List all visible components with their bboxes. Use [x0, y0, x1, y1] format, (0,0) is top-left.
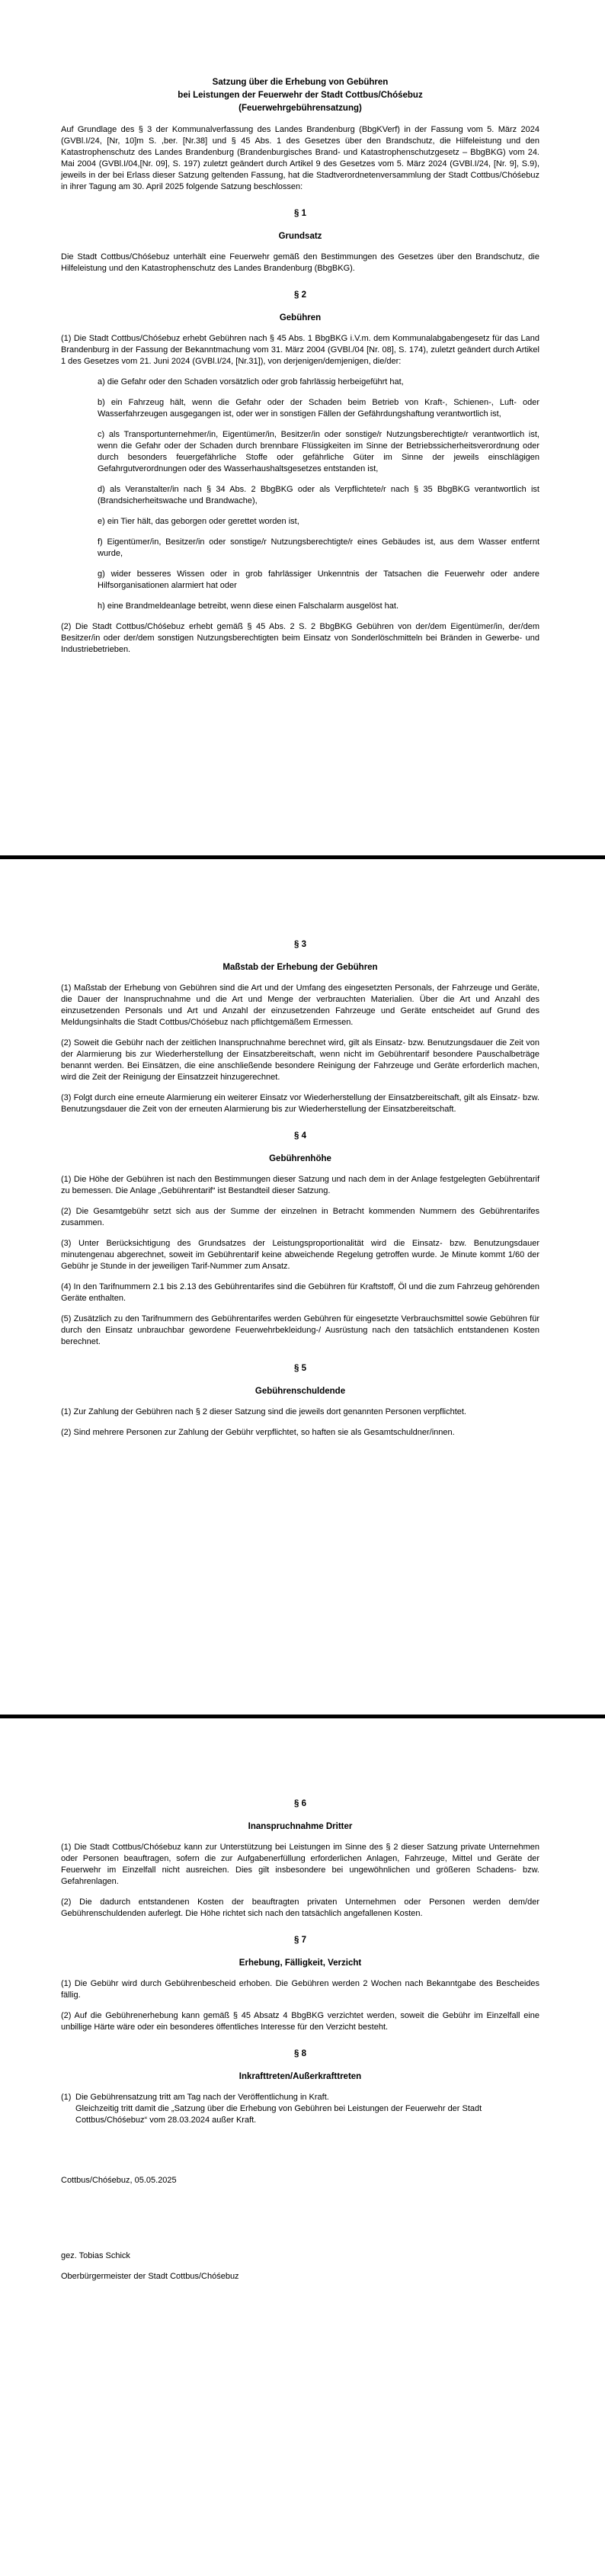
section-heading: Gebührenhöhe — [269, 1154, 331, 1163]
page-1-content — [61, 76, 539, 656]
section-heading: Maßstab der Erhebung der Gebühren — [222, 963, 378, 972]
paragraph: (2) Die dadurch entstandenen Kosten der beauftragten privaten Unternehmen oder Personen werden dem/der Gebührenschuldenden auferlegt. Die Höhe richtet sich nach den tatsächlich angefallenen Kosten. — [61, 1898, 539, 1918]
place-date-line: Cottbus/Chóśebuz, 05.05.2025 — [61, 2176, 177, 2185]
section-heading: Grundsatz — [278, 232, 322, 241]
section-number: § 3 — [294, 940, 306, 949]
list-item: b) ein Fahrzeug hält, wenn die Gefahr oder der Schaden beim Betrieb von Kraft-, Schienen-, Luft- oder Wasserfahrzeugen ausgegangen ist, oder wer in sonstigen Fällen der Gefährdungshaftung verantwortlich ist, — [98, 398, 539, 419]
paragraph-hanging — [61, 2092, 539, 2126]
section-number: § 7 — [294, 1936, 306, 1945]
signature-name: gez. Tobias Schick — [61, 2251, 130, 2260]
paragraph-text: Die Gebührensatzung tritt am Tag nach der Veröffentlichung in Kraft. Gleichzeitig tritt damit die „Satzung über die Erhebung von Gebühren bei Leistungen der Feuerwehr der Stadt Cottbus/Chóśebuz“ vom 28.03.2024 außer Kraft. — [75, 2093, 482, 2125]
list-item: a) die Gefahr oder den Schaden vorsätzlich oder grob fahrlässig herbeigeführt hat, — [98, 377, 404, 387]
paragraph: Die Stadt Cottbus/Chóśebuz unterhält eine Feuerwehr gemäß den Bestimmungen des Gesetzes über den Brandschutz, die Hilfeleistung und den Katastrophenschutz des Landes Brandenburg (BbgBKG). — [61, 252, 539, 273]
paragraph: (2) Soweit die Gebühr nach der zeitlichen Inanspruchnahme berechnet wird, gilt als Einsatz- bzw. Benutzungsdauer die Zeit von der Alarmierung bis zur Wiederherstellung der Einsatzbereitschaft, wenn nicht im Gebührentarif besondere Pauschalbeträge benannt werden. Bei Einsätzen, die eine anschließende besondere Reinigung der Fahrzeuge und Geräte erforderlich machen, wird die Zeit der Reinigung der Einsatzzeit hinzugerechnet. — [61, 1038, 539, 1082]
document-page-1 — [0, 0, 605, 855]
paragraph: (1) Die Gebühr wird durch Gebührenbescheid erhoben. Die Gebühren werden 2 Wochen nach Bekanntgabe des Bescheides fällig. — [61, 1979, 539, 2000]
paragraph: (1) Die Höhe der Gebühren ist nach den Bestimmungen dieser Satzung und nach dem in der Anlage festgelegten Gebührentarif zu bemessen. Die Anlage „Gebührentarif“ ist Bestandteil dieser Satzung. — [61, 1175, 539, 1195]
paragraph: (3) Unter Berücksichtigung des Grundsatzes der Leistungsproportionalität wird die Einsatz- bzw. Benutzungsdauer minutengenau abgerechnet, soweit im Gebührentarif keine abweichende Regelung getroffen wurde. Je Minute kommt 1/60 der Gebühr je Stunde in der jeweiligen Tarif-Nummer zum Ansatz. — [61, 1239, 539, 1271]
section-number: § 6 — [294, 1799, 306, 1808]
paragraph: (4) In den Tarifnummern 2.1 bis 2.13 des Gebührentarifes sind die Gebühren für Kraftstoff, Öl und die zum Fahrzeug gehörenden Geräte enthalten. — [61, 1282, 539, 1303]
section-number: § 5 — [294, 1364, 306, 1373]
paragraph: (2) Die Gesamtgebühr setzt sich aus der Summe der einzelnen in Betracht kommenden Nummern des Gebührentarifes zusammen. — [61, 1207, 539, 1227]
list-item: h) eine Brandmeldeanlage betreibt, wenn diese einen Falschalarm ausgelöst hat. — [98, 601, 399, 611]
paragraph: Auf Grundlage des § 3 der Kommunalverfassung des Landes Brandenburg (BbgKVerf) in der Fassung vom 5. März 2024 (GVBl.I/24, [Nr, 10]m S. ,ber. [Nr.38] und § 45 Abs. 1 des Gesetzes über den Brandschutz, die Hilfeleistung und den Katastrophenschutz des Landes Brandenburg (Brandenburgisches Brand- und Katastrophenschutzgesetz – BbgBKG) vom 24. Mai 2004 (GVBl.I/04,[Nr. 09], S. 197) zuletzt geändert durch Artikel 9 des Gesetzes vom 5. März 2024 (GVBl.I/24, [Nr. 9], S.9), jeweils in der bei Erlass dieser Satzung geltenden Fassung, hat die Stadtverordnetenversammlung der Stadt Cottbus/Chóśebuz in ihrer Tagung am 30. April 2025 folgende Satzung beschlossen: — [61, 125, 539, 191]
paragraph: (1) Die Stadt Cottbus/Chóśebuz kann zur Unterstützung bei Leistungen im Sinne des § 2 dieser Satzung private Unternehmen oder Personen beauftragen, sofern die zur Aufgabenerfüllung erforderlichen Anlagen, Fahrzeuge, Mittel und Geräte der Feuerwehr im Einzelfall nicht ausreichen. Dies gilt insbesondere bei ungewöhnlichen und größeren Schadens- bzw. Gefahrenlagen. — [61, 1843, 539, 1886]
section-heading: Inanspruchnahme Dritter — [248, 1822, 353, 1831]
signer-title: Oberbürgermeister der Stadt Cottbus/Chóśebuz — [61, 2272, 239, 2281]
section-heading: Inkrafttreten/Außerkrafttreten — [238, 2072, 362, 2081]
spacer — [61, 2196, 539, 2241]
page-2-content — [61, 939, 539, 1439]
list-item: g) wider besseres Wissen oder in grob fahrlässiger Unkenntnis der Tatsachen die Feuerwehr oder andere Hilfsorganisationen alarmiert hat oder — [98, 569, 539, 590]
paragraph: (2) Sind mehrere Personen zur Zahlung der Gebühr verpflichtet, so haften sie als Gesamtschuldner/innen. — [61, 1428, 455, 1437]
document-title-line: (Feuerwehrgebührensatzung) — [238, 104, 362, 113]
list-item: c) als Transportunternehmer/in, Eigentümer/in, Besitzer/in oder sonstige/r Nutzungsberechtigte/r verantwortlich ist, wenn die Gefahr oder der Schaden durch brennbare Flüssigkeiten im Sinne der Betriebssicherheitsverordnung oder durch besonders feuergefährliche Stoffe oder gefährliche Güter im Sinne der jeweils einschlägigen Gefahrgutverordnungen oder des Wasserhaushaltsgesetzes entstanden ist, — [98, 430, 539, 473]
paragraph: (2) Die Stadt Cottbus/Chóśebuz erhebt gemäß § 45 Abs. 2 S. 2 BbgBKG Gebühren von der/dem Eigentümer/in, der/dem Besitzer/in oder der/dem sonstigen Nutzungsberechtigten beim Einsatz von Sonderlöschmitteln bei Bränden in Gewerbe- und Industriebetrieben. — [61, 622, 539, 654]
section-number: § 2 — [294, 290, 306, 300]
paragraph: (1) Zur Zahlung der Gebühren nach § 2 dieser Satzung sind die jeweils dort genannten Personen verpflichtet. — [61, 1407, 466, 1416]
section-heading: Erhebung, Fälligkeit, Verzicht — [238, 1958, 362, 1968]
paragraph: (3) Folgt durch eine erneute Alarmierung ein weiterer Einsatz vor Wiederherstellung der Einsatzbereitschaft, gilt als Einsatz- bzw. Benutzungsdauer die Zeit von der erneuten Alarmierung bis zur Wiederherstellung der Einsatzbereitschaft. — [61, 1093, 539, 1114]
paragraph: (1) Maßstab der Erhebung von Gebühren sind die Art und der Umfang des eingesetzten Personals, der Fahrzeuge und Geräte, die Dauer der Inanspruchnahme und die Art und Menge der verbrauchten Materialien. Über die Art und Anzahl des einzusetzenden Personals und Art und Anzahl der einzusetzenden Fahrzeuge und Geräte entscheidet auf Grund des Meldungsinhalts die Stadt Cottbus/Chóśebuz nach pflichtgemäßem Ermessen. — [61, 983, 539, 1027]
list-item: f) Eigentümer/in, Besitzer/in oder sonstige/r Nutzungsberechtigte/r eines Gebäudes ist, aus dem Wasser entfernt wurde, — [98, 537, 539, 558]
list-item: e) ein Tier hält, das geborgen oder gerettet worden ist, — [98, 517, 299, 526]
section-number: § 1 — [294, 209, 306, 218]
document-title — [61, 76, 539, 115]
paragraph: (5) Zusätzlich zu den Tarifnummern des Gebührentarifes werden Gebühren für eingesetzte Verbrauchsmittel sowie Gebühren für durch den Einsatz unbrauchbar gewordene Feuerwehrbekleidung-/ Ausrüstung nach den tatsächlich entstandenen Kosten berechnet. — [61, 1314, 539, 1346]
section-heading: Gebührenschuldende — [254, 1387, 346, 1396]
document-page-3 — [0, 1718, 605, 2576]
document-page-2 — [0, 859, 605, 1715]
paragraph: (1) Die Stadt Cottbus/Chóśebuz erhebt Gebühren nach § 45 Abs. 1 BbgBKG i.V.m. dem Kommunalabgabengesetz für das Land Brandenburg in der Fassung der Bekanntmachung vom 31. März 2004 (GVBl./04 [Nr. 08], S. 174), zuletzt geändert durch Artikel 1 des Gesetzes vom 21. Juni 2024 (GVBl.I/24, [Nr.31]), von derjenigen/demjenigen, die/der: — [61, 334, 539, 366]
section-heading: Gebühren — [279, 313, 322, 322]
paragraph: (2) Auf die Gebührenerhebung kann gemäß § 45 Absatz 4 BbgBKG verzichtet werden, soweit die Gebühr im Einzelfall eine unbillige Härte wäre oder ein besonderes öffentliches Interesse für den Verzicht besteht. — [61, 2011, 539, 2032]
document-title-line: Satzung über die Erhebung von Gebühren — [212, 78, 389, 87]
section-number: § 4 — [294, 1131, 306, 1140]
section-number: § 8 — [294, 2049, 306, 2058]
spacer — [61, 2135, 539, 2166]
list-item: d) als Veranstalter/in nach § 34 Abs. 2 BbgBKG oder als Verpflichtete/r nach § 35 BbgBKG verantwortlich ist (Brandsicherheitswache und Brandwache), — [98, 485, 539, 505]
document-title-line: bei Leistungen der Feuerwehr der Stadt Cottbus/Chóśebuz — [178, 91, 423, 100]
paragraph-number: (1) — [61, 2093, 72, 2102]
page-3-content — [61, 1798, 539, 2282]
